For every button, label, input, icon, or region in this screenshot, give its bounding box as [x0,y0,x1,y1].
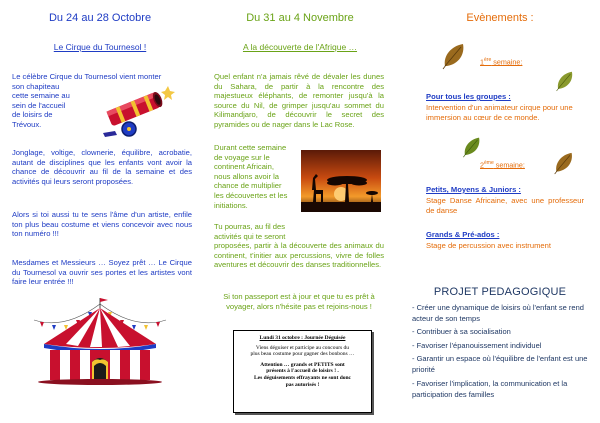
circus-intro-line5: de loisirs de [12,110,53,120]
autumn-leaf-icon [553,150,575,176]
week2-date-title: Du 31 au 4 Novembre [246,12,354,24]
costume-day-warning2: présents à l'accueil de loisirs ! . [266,368,339,375]
group-grands-title: Grands & Pré-ados : [426,230,500,239]
costume-day-box [233,330,372,413]
africa-intro-text: Quel enfant n'a jamais rêvé de dévaler les dunes du Sahara, de partir à la rencontre des majestueux éléphants, de remonter jusqu'à la source du Nil, de grimper jusqu'au sommet du Kilimandjaro, de découvrir le secret des pyramides ou de nager dans le Lac Rose. [214,72,384,129]
autumn-leaf-icon [555,70,575,92]
safari-sunset-photo [301,150,381,212]
cannon-illustration [95,83,177,139]
africa-activities-text: proposées, partir à la découverte des animaux du continent, t'initier aux percussions, vivre de folles aventures et découvrir des danses traditionnelles. [214,241,384,270]
projet-item: - Créer une dynamique de loisirs où l'enfant se rend acteur de son temps [412,303,584,323]
projet-item: - Contribuer à sa socialisation [412,327,511,337]
africa-week-line3: continent Africain, [214,162,274,172]
week2-label: 2ème semaine: [480,160,525,170]
events-title: Evènements : [466,12,534,24]
africa-week-line2: de voyage sur le [214,152,270,162]
projet-pedagogique-list [412,302,597,402]
projet-item: - Favoriser l'épanouissement individuel [412,340,542,350]
group-petits-text: Stage Danse Africaine, avec une professeur de danse [426,196,584,215]
costume-day-line1: Viens déguiser et participe au concours du [255,344,350,351]
circus-disciplines-text: Jonglage, voltige, clownerie, équilibre, acrobatie, autant de disciplines que les enfants vont avoir la chance de découvrir au fil de la semaine et des activités qui leurs seront proposées. [12,148,192,186]
costume-day-line2: plus beau costume pour gagner des bonbons … [250,351,355,358]
costume-day-warning3: Les déguisements effrayants ne sont donc [253,374,351,381]
projet-item: - Favoriser l'implication, la communication et la participation des familles [412,378,568,399]
circus-intro-line2: son chapiteau [12,81,60,91]
week1-date-title: Du 24 au 28 Octobre [48,12,152,24]
africa-passport-text: Si ton passeport est à jour et que tu es prêt à voyager, alors n'hésite pas et rejoins-nous ! [223,292,375,311]
circus-tent-illustration [30,296,170,388]
group-petits-title: Petits, Moyens & Juniors : [426,185,521,194]
circus-intro-line4: sein de l'accueil [12,100,66,110]
africa-activities-line1: Tu pourras, au fil des [214,222,286,231]
circus-artist-text: Alors si toi aussi tu te sens l'âme d'un artiste, enfile ton plus beau costume et viens concevoir avec nous ton numéro !!! [12,210,192,239]
group-all-title: Pour tous les groupes : [426,92,511,101]
africa-week-line4: nous allons avoir la [214,171,280,181]
circus-welcome-text: Mesdames et Messieurs … Soyez prêt … Le Cirque du Tournesol va ouvrir ses portes et les artistes vont faire leur entrée !!! [12,258,192,287]
group-grands-text: Stage de percussion avec instrument [426,241,551,250]
africa-week-line5: chance de multiplier [214,181,282,191]
projet-pedagogique-title: PROJET PEDAGOGIQUE [433,286,567,298]
autumn-leaf-icon [441,42,467,70]
africa-week-line1: Durant cette semaine [214,143,287,152]
autumn-leaf-icon [460,136,484,158]
column-circus [0,0,200,423]
circus-subtitle: Le Cirque du Tournesol ! [53,42,147,52]
africa-week-line6: les découvertes et les [214,191,288,200]
africa-activities-line2: activités qui te seront [214,231,286,241]
costume-day-warning4: pas autorisés ! [285,381,320,388]
projet-item: - Garantir un espace où l'équilibre de l'enfant est une priorité [412,354,588,375]
circus-intro-line3: cette semaine au [12,91,70,101]
costume-day-warning1: Attention … grands et PETITS sont [260,361,345,368]
circus-intro-line1: Le célèbre Cirque du Tournesol vient monter [12,72,162,81]
group-all-text: Intervention d'un animateur cirque pour une immersion au cœur de ce monde. [426,103,573,122]
circus-intro-line6: Trévoux. [12,120,42,129]
costume-day-title: Lundi 31 octobre : Journée Déguisée [259,335,346,341]
week1-label: 1ère semaine: [480,57,523,67]
africa-subtitle: A la découverte de l'Afrique … [242,42,358,52]
africa-week-line7: initiations. [214,200,248,210]
